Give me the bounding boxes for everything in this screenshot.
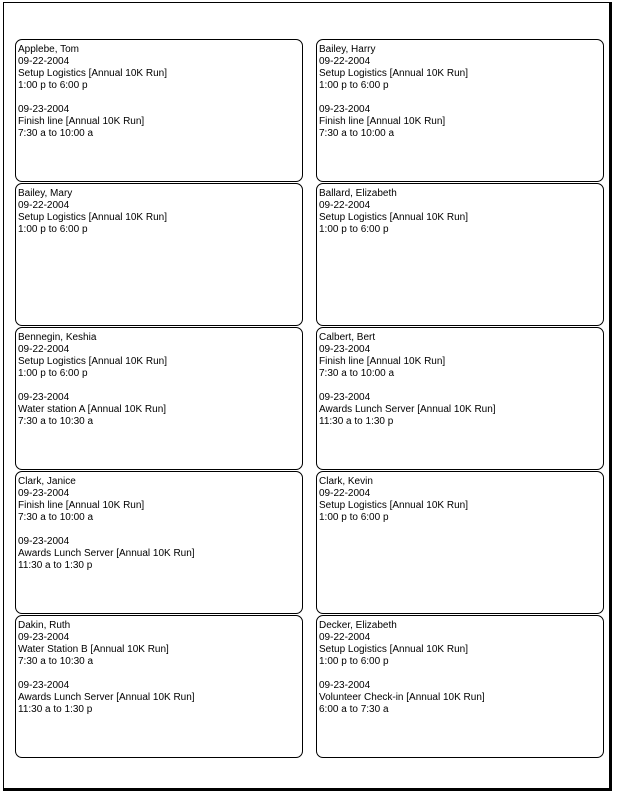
shift-date: 09-22-2004 (18, 56, 70, 67)
shift-date: 09-22-2004 (319, 56, 371, 67)
volunteer-label (316, 183, 604, 326)
volunteer-label (15, 39, 303, 182)
shift-time: 1:00 p to 6:00 p (18, 80, 88, 91)
shift-time: 7:30 a to 10:30 a (18, 656, 94, 667)
shift-spacer (319, 92, 603, 104)
shift-task: Setup Logistics [Annual 10K Run] (319, 68, 468, 79)
volunteer-name: Bailey, Harry (319, 44, 376, 55)
shift-spacer (18, 92, 302, 104)
shift-date: 09-23-2004 (319, 680, 371, 691)
volunteer-label (316, 39, 604, 182)
shift-time: 7:30 a to 10:00 a (319, 128, 395, 139)
shift-task: Setup Logistics [Annual 10K Run] (319, 644, 468, 655)
volunteer-label (316, 327, 604, 470)
shift-date: 09-23-2004 (18, 104, 70, 115)
shift-date: 09-22-2004 (18, 200, 70, 211)
shift-time: 1:00 p to 6:00 p (319, 224, 389, 235)
shift-task: Volunteer Check-in [Annual 10K Run] (319, 692, 485, 703)
shift-task: Setup Logistics [Annual 10K Run] (319, 500, 468, 511)
shift-time: 1:00 p to 6:00 p (18, 368, 88, 379)
shift-date: 09-23-2004 (18, 632, 70, 643)
shift-time: 1:00 p to 6:00 p (18, 224, 88, 235)
shift-task: Setup Logistics [Annual 10K Run] (18, 356, 167, 367)
shift-date: 09-22-2004 (18, 344, 70, 355)
shift-date: 09-23-2004 (18, 488, 70, 499)
volunteer-label (15, 615, 303, 758)
shift-date: 09-23-2004 (18, 536, 70, 547)
shift-time: 1:00 p to 6:00 p (319, 80, 389, 91)
shift-task: Finish line [Annual 10K Run] (18, 116, 145, 127)
shift-date: 09-23-2004 (18, 392, 70, 403)
shift-time: 7:30 a to 10:30 a (18, 416, 94, 427)
volunteer-name: Clark, Kevin (319, 476, 373, 487)
shift-date: 09-23-2004 (319, 392, 371, 403)
shift-spacer (319, 380, 603, 392)
volunteer-name: Decker, Elizabeth (319, 620, 397, 631)
shift-time: 7:30 a to 10:00 a (18, 128, 94, 139)
volunteer-name: Bailey, Mary (18, 188, 73, 199)
volunteer-label (316, 615, 604, 758)
shift-task: Setup Logistics [Annual 10K Run] (18, 68, 167, 79)
volunteer-name: Clark, Janice (18, 476, 76, 487)
shift-spacer (18, 668, 302, 680)
shift-time: 11:30 a to 1:30 p (18, 704, 93, 715)
volunteer-label (15, 183, 303, 326)
volunteer-name: Dakin, Ruth (18, 620, 71, 631)
shift-spacer (18, 524, 302, 536)
volunteer-name: Ballard, Elizabeth (319, 188, 397, 199)
shift-task: Water station A [Annual 10K Run] (18, 404, 167, 415)
shift-time: 11:30 a to 1:30 p (319, 416, 394, 427)
shift-date: 09-23-2004 (319, 344, 371, 355)
shift-time: 6:00 a to 7:30 a (319, 704, 389, 715)
shift-task: Water Station B [Annual 10K Run] (18, 644, 169, 655)
shift-task: Setup Logistics [Annual 10K Run] (319, 212, 468, 223)
shift-date: 09-23-2004 (319, 104, 371, 115)
shift-task: Finish line [Annual 10K Run] (319, 116, 446, 127)
shift-time: 7:30 a to 10:00 a (18, 512, 94, 523)
shift-date: 09-22-2004 (319, 632, 371, 643)
shift-spacer (319, 668, 603, 680)
shift-task: Finish line [Annual 10K Run] (319, 356, 446, 367)
volunteer-label (15, 471, 303, 614)
shift-time: 11:30 a to 1:30 p (18, 560, 93, 571)
shift-time: 7:30 a to 10:00 a (319, 368, 395, 379)
shift-date: 09-22-2004 (319, 488, 371, 499)
volunteer-label (316, 471, 604, 614)
shift-time: 1:00 p to 6:00 p (319, 656, 389, 667)
shift-date: 09-22-2004 (319, 200, 371, 211)
volunteer-name: Calbert, Bert (319, 332, 376, 343)
shift-task: Finish line [Annual 10K Run] (18, 500, 145, 511)
volunteer-label (15, 327, 303, 470)
shift-task: Awards Lunch Server [Annual 10K Run] (18, 548, 195, 559)
shift-date: 09-23-2004 (18, 680, 70, 691)
volunteer-name: Bennegin, Keshia (18, 332, 97, 343)
shift-task: Awards Lunch Server [Annual 10K Run] (319, 404, 496, 415)
shift-task: Setup Logistics [Annual 10K Run] (18, 212, 167, 223)
volunteer-name: Applebe, Tom (18, 44, 79, 55)
shift-spacer (18, 380, 302, 392)
shift-task: Awards Lunch Server [Annual 10K Run] (18, 692, 195, 703)
shift-time: 1:00 p to 6:00 p (319, 512, 389, 523)
